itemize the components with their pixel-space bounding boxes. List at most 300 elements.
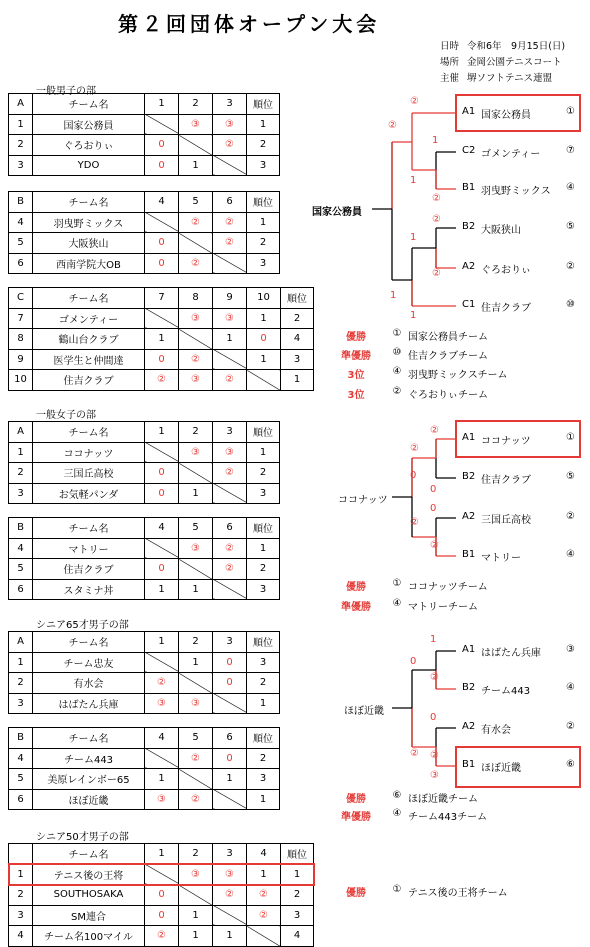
team-rank: 2 [281,308,314,329]
match-score: 0 [145,155,179,176]
team-rank: 1 [247,789,280,810]
result-team: マトリーチーム [408,602,478,613]
team-rank: 3 [281,905,314,926]
team-name: 西南学院大OB [33,253,145,274]
team-place: ⑦ [566,145,575,156]
match-score: 0 [145,463,179,484]
team-number: 3 [9,155,33,176]
bracket-score: 1 [410,175,417,186]
column-header: 3 [213,844,247,865]
match-score: 0 [145,559,179,580]
column-header: チーム名 [33,288,145,309]
result-row [326,366,508,381]
team-rank: 4 [281,926,314,947]
team-rank: 2 [247,559,280,580]
team-rank: 4 [281,329,314,350]
team-number: 1 [9,114,33,135]
team-name: チーム忠友 [33,652,145,673]
match-score: ③ [179,308,213,329]
bracket-score: ② [430,750,439,761]
match-score: ③ [179,370,213,391]
team-rank: 1 [247,114,280,135]
team-place: ① [566,432,575,443]
column-header: 4 [145,728,179,749]
bracket-winner: ほぼ近畿 [344,706,384,717]
team-name: ぐろおりぃ [33,135,145,156]
result-label: 準優勝 [341,351,371,362]
bracket-score: ② [410,443,419,454]
team-name: 大阪狭山 [481,225,521,236]
team-number: 5 [9,769,33,790]
match-score: 1 [247,349,281,370]
team-rank: 2 [281,885,314,906]
team-number: 3 [9,483,33,504]
match-score: 0 [145,905,179,926]
match-score: 0 [145,483,179,504]
team-name: テニス後の王将 [33,864,145,885]
result-row [326,386,488,401]
match-score: ② [145,370,179,391]
result-team: 住吉クラブチーム [408,351,488,362]
team-rank: 3 [281,349,314,370]
team-name: 住吉クラブ [481,303,531,314]
match-score: 0 [145,349,179,370]
team-name: 羽曳野ミックス [481,186,551,197]
team-rank: 3 [247,483,280,504]
column-header: B [9,518,33,539]
match-score: ③ [145,789,179,810]
team-name: チーム443 [481,686,531,697]
column-header: 4 [145,192,179,213]
result-row [326,578,488,593]
result-number: ⑥ [392,790,402,801]
team-name: 三国丘高校 [33,463,145,484]
column-header: 1 [145,844,179,865]
column-header: 1 [145,422,179,443]
result-row [326,808,487,823]
team-name: ほぼ近畿 [481,763,521,774]
team-number: 4 [9,926,33,947]
team-rank: 3 [247,652,280,673]
column-header: チーム名 [33,192,145,213]
match-score: ② [213,135,247,156]
team-number: 5 [9,559,33,580]
match-score: 0 [213,652,247,673]
match-score: ③ [179,442,213,463]
team-name: ココナッツ [481,436,531,447]
column-header: 4 [247,844,281,865]
team-name: SOUTHOSAKA [33,885,145,906]
column-header: 順位 [247,728,280,749]
info-value: 令和6年 9月15日(日) [467,41,566,52]
result-row [326,347,488,362]
team-rank: 3 [247,579,280,600]
team-number: 4 [9,538,33,559]
match-score: ② [179,349,213,370]
team-rank: 3 [247,253,280,274]
result-number: ① [392,578,402,589]
bracket-score: 1 [390,290,397,301]
team-seed: A1 [462,106,476,117]
team-seed: C1 [462,299,476,310]
info-label: 日時 [440,41,460,52]
team-seed: B2 [462,682,476,693]
section-title-women: 一般女子の部 [36,410,96,421]
match-score: ② [179,748,213,769]
team-rank: 2 [247,463,280,484]
result-number: ④ [392,808,402,819]
column-header: 9 [213,288,247,309]
team-name: ココナッツ [33,442,145,463]
team-place: ⑩ [566,299,575,310]
result-team: 羽曳野ミックスチーム [408,370,508,381]
result-label: 優勝 [346,582,366,593]
team-number: 2 [9,673,33,694]
column-header: 5 [179,518,213,539]
bracket-score: 1 [430,634,437,645]
column-header: チーム名 [33,632,145,653]
column-header: 1 [145,94,179,115]
match-score: ③ [213,442,247,463]
team-place: ① [566,106,575,117]
result-label: 準優勝 [341,812,371,823]
result-label: 準優勝 [341,602,371,613]
match-score: ② [247,905,281,926]
result-number: ⑩ [392,347,402,358]
match-score: ③ [213,308,247,329]
column-header: 1 [145,632,179,653]
team-name: はばたん兵庫 [33,693,145,714]
match-score: ③ [179,538,213,559]
team-place: ② [566,721,575,732]
team-name: はばたん兵庫 [481,648,541,659]
match-score: ② [179,789,213,810]
result-team: ぐろおりぃチーム [408,390,488,401]
team-rank: 2 [247,233,280,254]
result-team: テニス後の王将チーム [408,888,508,899]
column-header: チーム名 [33,422,145,443]
bracket-score: 1 [410,232,417,243]
column-header: 順位 [247,632,280,653]
result-label: 優勝 [346,794,366,805]
match-score: ③ [145,693,179,714]
bracket-score: ② [432,214,441,225]
team-rank: 1 [247,442,280,463]
team-number: 6 [9,579,33,600]
match-score: 1 [213,769,247,790]
result-label: 優勝 [346,332,366,343]
column-header: 10 [247,288,281,309]
column-header: 5 [179,192,213,213]
team-seed: A2 [462,511,476,522]
team-name: YDO [33,155,145,176]
column-header: A [9,422,33,443]
team-name: 美原レインボー65 [33,769,145,790]
column-header: 2 [179,94,213,115]
match-score: ② [213,370,247,391]
team-place: ④ [566,682,575,693]
team-place: ② [566,511,575,522]
match-score: 1 [145,579,179,600]
match-score: 1 [179,926,213,947]
team-number: 2 [9,135,33,156]
bracket-score: 0 [430,503,437,514]
team-name: 羽曳野ミックス [33,212,145,233]
info-label: 場所 [440,57,460,68]
column-header: 順位 [247,422,280,443]
match-score: ② [213,212,247,233]
match-score: 0 [145,135,179,156]
match-score: ③ [179,693,213,714]
match-score: ② [213,233,247,254]
team-number: 8 [9,329,33,350]
match-score: ③ [213,114,247,135]
column-header: 順位 [281,288,314,309]
result-row [326,790,478,805]
team-name: 国家公務員 [481,110,531,121]
team-number: 4 [9,748,33,769]
bracket-score: 0 [410,656,417,667]
match-score: 0 [145,233,179,254]
team-name: チーム443 [33,748,145,769]
match-score: 0 [247,329,281,350]
team-number: 10 [9,370,33,391]
team-number: 1 [9,864,33,885]
column-header: A [9,94,33,115]
match-score: 1 [179,155,213,176]
bracket-score: 0 [410,470,417,481]
team-number: 2 [9,463,33,484]
column-header: 順位 [247,192,280,213]
team-name: マトリー [33,538,145,559]
bracket-score: 0 [430,712,437,723]
team-name: チーム名100マイル [33,926,145,947]
column-header: 3 [213,632,247,653]
team-number: 5 [9,233,33,254]
team-rank: 1 [281,864,314,885]
column-header: 8 [179,288,213,309]
team-name: ぐろおりぃ [481,265,531,276]
match-score: 1 [179,483,213,504]
team-seed: A2 [462,721,476,732]
team-seed: A1 [462,432,476,443]
match-score: ③ [213,864,247,885]
bracket-winner: ココナッツ [338,495,388,506]
match-score: ② [179,212,213,233]
column-header: 4 [145,518,179,539]
info-value: 堺ソフトテニス連盟 [467,73,553,84]
team-number: 9 [9,349,33,370]
result-number: ① [392,884,402,895]
team-name: お気軽パンダ [33,483,145,504]
bracket-score: ② [432,268,441,279]
team-rank: 1 [247,693,280,714]
match-score: 0 [213,748,247,769]
result-row [326,884,508,899]
match-score: ② [145,673,179,694]
column-header: チーム名 [33,844,145,865]
result-label: 3位 [347,370,365,381]
team-name: ゴメンティー [33,308,145,329]
bracket-score: ③ [430,770,439,781]
match-score: 1 [145,329,179,350]
team-seed: B1 [462,182,476,193]
column-header: B [9,192,33,213]
result-row [326,598,478,613]
column-header: 3 [213,94,247,115]
match-score: 1 [247,864,281,885]
team-seed: A2 [462,261,476,272]
column-header: チーム名 [33,728,145,749]
team-place: ④ [566,182,575,193]
team-number: 6 [9,253,33,274]
column-header: 順位 [247,518,280,539]
team-rank: 1 [281,370,314,391]
team-number: 1 [9,652,33,673]
column-header: 2 [179,632,213,653]
bracket-score: ② [430,425,439,436]
team-name: 大阪狭山 [33,233,145,254]
team-number: 4 [9,212,33,233]
team-name: 住吉クラブ [33,559,145,580]
info-value: 金岡公園テニスコート [467,57,562,68]
match-score: ② [213,538,247,559]
result-label: 3位 [347,390,365,401]
result-label: 優勝 [346,888,366,899]
team-place: ⑤ [566,471,575,482]
team-name: 住吉クラブ [481,475,531,486]
column-header: 7 [145,288,179,309]
match-score: 1 [179,905,213,926]
column-header: 順位 [281,844,314,865]
result-team: ほぼ近畿チーム [408,794,478,805]
team-name: 有水会 [33,673,145,694]
column-header: 2 [179,422,213,443]
team-rank: 2 [247,748,280,769]
section-title-men: 一般男子の部 [36,86,96,97]
column-header: C [9,288,33,309]
result-team: ココナッツチーム [408,582,488,593]
team-rank: 1 [247,538,280,559]
bracket-score: 1 [432,135,439,146]
match-score: 0 [213,673,247,694]
page-title: 第２回団体オープン大会 [118,12,381,36]
section-title-senior65: シニア65才男子の部 [36,620,129,631]
match-score: 0 [145,885,179,906]
result-number: ④ [392,366,402,377]
team-place: ② [566,261,575,272]
result-number: ④ [392,598,402,609]
team-name: 有水会 [481,725,511,736]
match-score: ② [145,926,179,947]
result-number: ① [392,328,402,339]
bracket-score: ② [432,193,441,204]
column-header: 6 [213,728,247,749]
bracket-score: ② [430,672,439,683]
team-number: 2 [9,885,33,906]
team-seed: B1 [462,549,476,560]
match-score: 1 [179,652,213,673]
result-row [326,328,488,343]
match-score: 1 [145,769,179,790]
team-number: 3 [9,693,33,714]
bracket-score: ② [430,540,439,551]
team-number: 6 [9,789,33,810]
match-score: 0 [145,253,179,274]
match-score: ③ [179,114,213,135]
team-place: ③ [566,644,575,655]
team-name: 住吉クラブ [33,370,145,391]
column-header: チーム名 [33,518,145,539]
team-seed: B2 [462,471,476,482]
column-header: B [9,728,33,749]
team-place: ⑤ [566,221,575,232]
team-number: 1 [9,442,33,463]
bracket-score: ② [410,748,419,759]
team-name: 鶴山台クラブ [33,329,145,350]
team-name: マトリー [481,553,521,564]
team-seed: A1 [462,644,476,655]
column-header: A [9,632,33,653]
team-rank: 2 [247,135,280,156]
result-team: チーム443チーム [408,812,488,823]
team-rank: 3 [247,769,280,790]
column-header: 3 [213,422,247,443]
column-header: チーム名 [33,94,145,115]
team-name: SM連合 [33,905,145,926]
column-header: 5 [179,728,213,749]
column-header: 順位 [247,94,280,115]
team-name: 三国丘高校 [481,515,531,526]
column-header: 6 [213,518,247,539]
team-number: 7 [9,308,33,329]
team-name: 国家公務員 [33,114,145,135]
team-seed: B2 [462,221,476,232]
bracket-score: ② [410,96,419,107]
bracket-score: 0 [430,484,437,495]
match-score: ③ [179,864,213,885]
team-number: 3 [9,905,33,926]
team-rank: 3 [247,155,280,176]
match-score: 1 [213,329,247,350]
match-score: ② [213,559,247,580]
bracket-winner: 国家公務員 [312,207,362,218]
team-name: ゴメンティー [481,149,541,160]
team-name: スタミナ丼 [33,579,145,600]
team-seed: C2 [462,145,476,156]
team-place: ④ [566,549,575,560]
section-title-senior50: シニア50才男子の部 [36,832,129,843]
team-rank: 1 [247,212,280,233]
match-score: 1 [213,926,247,947]
info-label: 主催 [440,73,460,84]
team-name: ほぼ近畿 [33,789,145,810]
column-header: 2 [179,844,213,865]
team-place: ⑥ [566,759,575,770]
bracket-score: 1 [410,310,417,321]
match-score: ② [213,885,247,906]
bracket-score: ② [388,120,397,131]
match-score: ② [213,463,247,484]
column-header: 6 [213,192,247,213]
match-score: 1 [179,579,213,600]
team-seed: B1 [462,759,476,770]
result-number: ② [392,386,402,397]
bracket-score: ② [410,517,419,528]
match-score: 1 [247,308,281,329]
match-score: ② [179,253,213,274]
result-team: 国家公務員チーム [408,332,488,343]
